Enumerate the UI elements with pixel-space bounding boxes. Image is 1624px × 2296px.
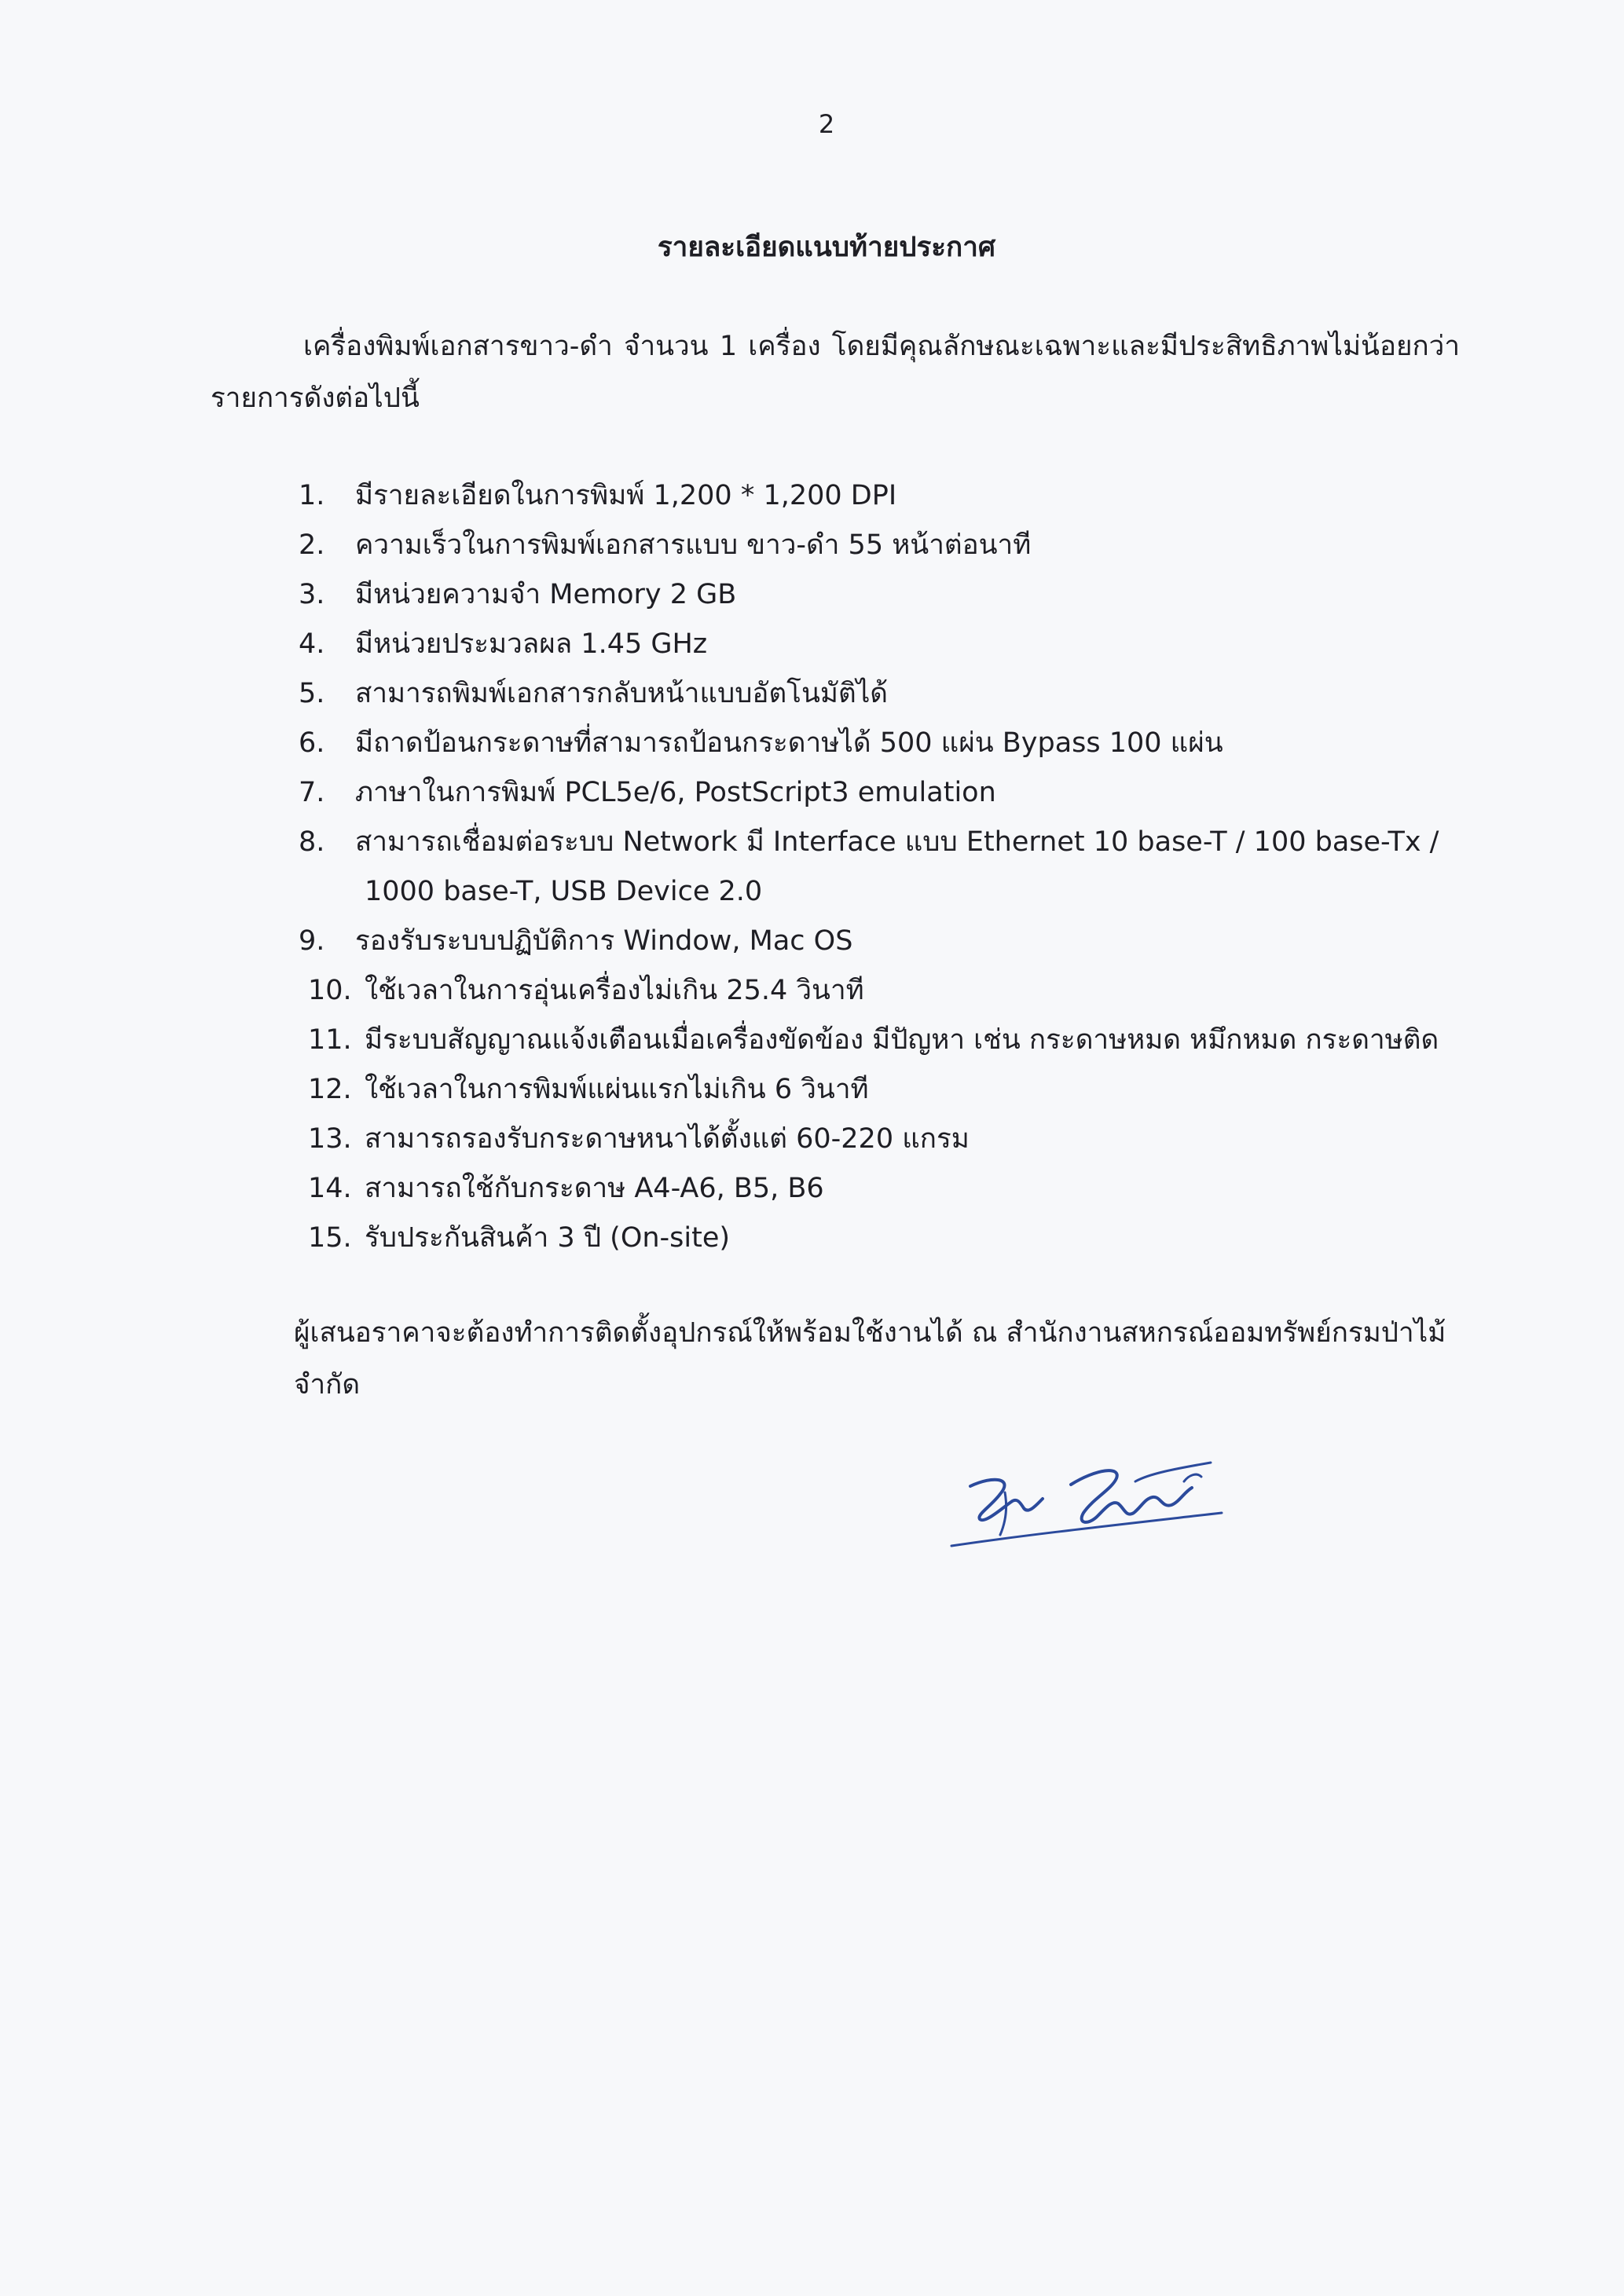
list-item bbox=[299, 1016, 1461, 1065]
item-text-continuation: 1000 base-T, USB Device 2.0 bbox=[365, 876, 763, 907]
item-text: มีหน่วยประมวลผล 1.45 GHz bbox=[355, 628, 708, 660]
installation-note: ผู้เสนอราคาจะต้องทำการติดตั้งอุปกรณ์ให้พร้อมใช้งานได้ ณ สำนักงานสหกรณ์ออมทรัพย์กรมป่าไม้ จำกัด bbox=[294, 1317, 1446, 1401]
list-item bbox=[299, 719, 1461, 768]
specification-list bbox=[299, 471, 1461, 1263]
list-item bbox=[299, 1115, 1461, 1164]
handwritten-signature bbox=[939, 1437, 1237, 1555]
item-text: ภาษาในการพิมพ์ PCL5e/6, PostScript3 emulation bbox=[355, 777, 996, 808]
item-text: สามารถใช้กับกระดาษ A4-A6, B5, B6 bbox=[365, 1173, 824, 1204]
list-item bbox=[299, 917, 1461, 966]
item-text: ความเร็วในการพิมพ์เอกสารแบบ ขาว-ดำ 55 หน้าต่อนาที bbox=[355, 529, 1032, 561]
list-item bbox=[299, 768, 1461, 818]
item-number: 1. bbox=[299, 480, 325, 511]
item-text: รองรับระบบปฏิบัติการ Window, Mac OS bbox=[355, 925, 853, 957]
list-item bbox=[299, 471, 1461, 521]
item-number: 8. bbox=[299, 826, 325, 858]
item-text: มีถาดป้อนกระดาษที่สามารถป้อนกระดาษได้ 500 แผ่น Bypass 100 แผ่น bbox=[355, 727, 1223, 759]
item-text: สามารถเชื่อมต่อระบบ Network มี Interface แบบ Ethernet 10 base-T / 100 base-Tx / bbox=[355, 826, 1439, 858]
item-text: ใช้เวลาในการอุ่นเครื่องไม่เกิน 25.4 วินาที bbox=[365, 975, 864, 1006]
item-number: 9. bbox=[299, 925, 325, 957]
item-number: 15. bbox=[308, 1222, 352, 1254]
list-item bbox=[299, 1065, 1461, 1115]
list-item bbox=[299, 818, 1461, 917]
item-text: สามารถพิมพ์เอกสารกลับหน้าแบบอัตโนมัติได้ bbox=[355, 678, 889, 709]
item-number: 7. bbox=[299, 777, 325, 808]
list-item bbox=[299, 966, 1461, 1016]
item-number: 6. bbox=[299, 727, 325, 759]
item-text: มีระบบสัญญาณแจ้งเตือนเมื่อเครื่องขัดข้อง มีปัญหา เช่น กระดาษหมด หมึกหมด กระดาษติด bbox=[365, 1024, 1439, 1056]
list-item bbox=[299, 570, 1461, 620]
item-number: 5. bbox=[299, 678, 325, 709]
list-item bbox=[299, 669, 1461, 719]
list-item bbox=[299, 620, 1461, 669]
item-text: มีรายละเอียดในการพิมพ์ 1,200 * 1,200 DPI bbox=[355, 480, 897, 511]
item-number: 10. bbox=[308, 975, 352, 1006]
item-text: รับประกันสินค้า 3 ปี (On-site) bbox=[365, 1222, 731, 1254]
item-text: ใช้เวลาในการพิมพ์แผ่นแรกไม่เกิน 6 วินาที bbox=[365, 1074, 869, 1105]
item-number: 2. bbox=[299, 529, 325, 561]
item-number: 11. bbox=[308, 1024, 352, 1056]
intro-paragraph: เครื่องพิมพ์เอกสารขาว-ดำ จำนวน 1 เครื่อง โดยมีคุณลักษณะเฉพาะและมีประสิทธิภาพไม่น้อยกว่า รายการดังต่อไปนี้ bbox=[211, 331, 1460, 414]
item-text: มีหน่วยความจำ Memory 2 GB bbox=[355, 579, 737, 610]
item-number: 4. bbox=[299, 628, 325, 660]
list-item bbox=[299, 1214, 1461, 1263]
document-title: รายละเอียดแนบท้ายประกาศ bbox=[657, 232, 996, 263]
item-number: 12. bbox=[308, 1074, 352, 1105]
item-number: 13. bbox=[308, 1123, 352, 1155]
list-item bbox=[299, 1164, 1461, 1214]
item-text: สามารถรองรับกระดาษหนาได้ตั้งแต่ 60-220 แกรม bbox=[365, 1123, 970, 1155]
item-number: 3. bbox=[299, 579, 325, 610]
page-number: 2 bbox=[818, 109, 835, 139]
list-item bbox=[299, 521, 1461, 570]
item-number: 14. bbox=[308, 1173, 352, 1204]
